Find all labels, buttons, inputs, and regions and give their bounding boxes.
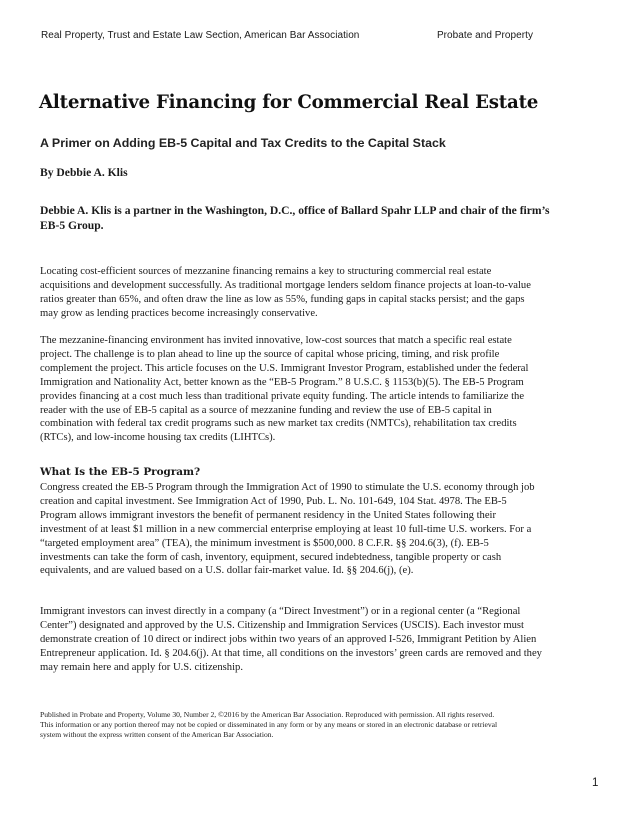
- section-heading: What Is the EB-5 Program?: [40, 466, 201, 478]
- article-subtitle: A Primer on Adding EB-5 Capital and Tax Credits to the Capital Stack: [40, 136, 446, 150]
- running-header: [41, 30, 533, 41]
- article-title: Alternative Financing for Commercial Real Estate: [39, 92, 539, 113]
- copyright-footnote: Published in Probate and Property, Volume 30, Number 2, ©2016 by the American Bar Association. Reproduced with permission. All rights reserved. This information or any portion thereof may not be copied or disseminated in any form or by any means or stored in an electronic database or retrieval system without the express written consent of the American Bar Association.: [40, 710, 498, 739]
- author-bio: Debbie A. Klis is a partner in the Washington, D.C., office of Ballard Spahr LLP and chair of the firm’s EB-5 Group.: [40, 204, 550, 232]
- body-paragraph: Locating cost-efficient sources of mezzanine financing remains a key to structuring commercial real estate acquisitions and development successfully. As traditional mortgage lenders seldom finance projects at loan-to-value ratios greater than 65%, and often draw the line as low as 55%, funding gaps in capital stacks persist; and the gaps may grow as lending practices become increasingly conservative.: [40, 266, 531, 319]
- body-paragraph: The mezzanine-financing environment has invited innovative, low-cost sources that match a specific real estate project. The challenge is to plan ahead to line up the source of capital whose pricing, timing, and risk profile complement the project. This article focuses on the U.S. Immigrant Investor Program, established under the federal Immigration and Nationality Act, better known as the “EB-5 Program.” 8 U.S.C. § 1153(b)(5). The EB-5 Program provides financing at a cost much less than traditional private equity funding. The article intends to familiarize the reader with the use of EB-5 capital as a source of mezzanine funding and review the use of EB-5 capital in combination with federal tax credit programs such as new market tax credits (NMTCs), rehabilitation tax credits (RTCs), and low-income housing tax credits (LIHTCs).: [40, 335, 529, 444]
- body-paragraph: Immigrant investors can invest directly in a company (a “Direct Investment”) or in a regional center (a “Regional Center”) designated and approved by the U.S. Citizenship and Immigration Services (USCIS). Each investor must demonstrate creation of 10 direct or indirect jobs within two years of an approved I-526, Immigrant Petition by Alien Entrepreneur application. Id. § 204.6(j). At that time, all conditions on the investors’ green cards are removed and they may remain here and apply for U.S. citizenship.: [40, 606, 542, 673]
- page-number: 1: [592, 777, 599, 789]
- header-section-name: Real Property, Trust and Estate Law Section, American Bar Association: [41, 30, 360, 41]
- byline: By Debbie A. Klis: [40, 166, 128, 179]
- header-publication-name: Probate and Property: [436, 30, 533, 41]
- body-paragraph: Congress created the EB-5 Program through the Immigration Act of 1990 to stimulate the U.S. economy through job creation and capital investment. See Immigration Act of 1990, Pub. L. No. 101-649, 104 Stat. 4978. The EB-5 Program allows immigrant investors the benefit of permanent residency in the United States following their investment of at least $1 million in a new commercial enterprise employing at least 10 full-time U.S. workers. For a “targeted employment area” (TEA), the minimum investment is $500,000. 8 C.F.R. §§ 204.6(3), (f). EB-5 investments can take the form of cash, inventory, equipment, secured indebtedness, tangible property or cash equivalents, and are valued based on a U.S. dollar fair-market value. Id. §§ 204.6(j), (e).: [40, 482, 535, 577]
